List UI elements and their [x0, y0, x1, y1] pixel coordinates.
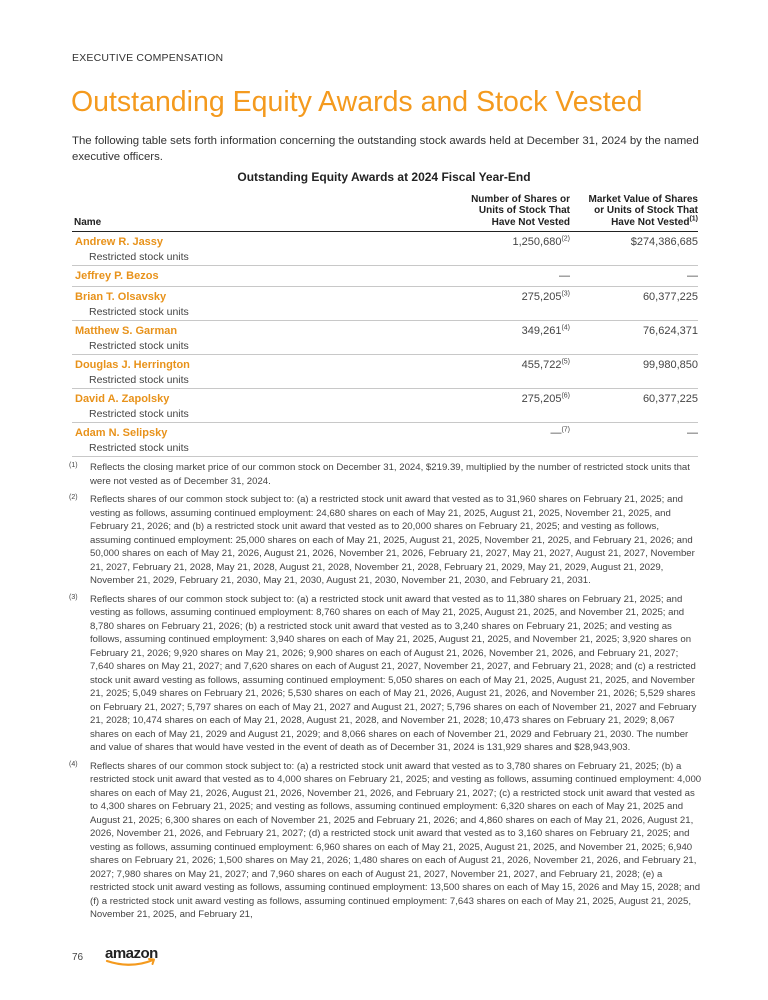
award-type: Restricted stock units — [89, 340, 189, 352]
unvested-shares: 1,250,680$^{(2)}$ — [512, 235, 570, 248]
unvested-shares: 349,261$^{(4)}$ — [521, 324, 570, 337]
unvested-shares: 275,205$^{(3)}$ — [521, 290, 570, 303]
table-row — [72, 355, 698, 389]
footnote-mark: (4) — [69, 760, 78, 768]
footnote-text: Reflects shares of our common stock subject to: (a) a restricted stock unit award that vested as to 11,380 shares on February 21, 2025; and vesting as follows, assuming continued employment: 8,760 shares on each of May 21, 2025, August 21, 2025, and November 21, 2025; and 8,780 shares on February 21, 2026; (b) a restricted stock unit award that vested as to 3,240 shares on February 21, 2025; and vesting as follows, assuming continued employment: 3,940 shares on each of May 21, 2025, August 21, 2025, and November 21, 2025; 3,920 shares on February 21, 2026; 9,920 shares on May 21, 2026; 9,900 shares on each of August 21, 2026, November 21, 2026, and February 21, 2027; 7,640 shares on May 21, 2027; and 7,620 shares on each of August 21, 2027, November 21, 2027, and February 21, 2028; and (c) a restricted stock unit award vesting as follows, assuming continued employment: 5,050 shares on each of May 21, 2025, August 21, 2025, and November 21, 2025; 5,049 shares on February 21, 2026; 5,530 shares on each of May 21, 2026, August 21, 2026, and November 21, 2026; 5,529 shares on February 21, 2027; 5,797 shares on each of May 21, 2027 and August 21, 2027; 5,796 shares on each of November 21, 2027 and February 21, 2028; 10,474 shares on each of May 21, 2028, August 21, 2028, and November 21, 2028; 10,473 shares on February 21, 2029; 8,067 shares on each of May 21, 2029 and August 21, 2029; and 8,066 shares on each of November 21, 2029 and February 21, 2030. The number and value of shares that would have vested in the event of death as of December 31, 2024 is 131,929 shares and $28,943,903. — [90, 593, 697, 753]
officer-name: Andrew R. Jassy — [75, 236, 164, 248]
table-row — [72, 321, 698, 355]
footnote-text: Reflects the closing market price of our common stock on December 31, 2024, $219.39, multiplied by the number of restricted stock units that were not vested as of December 31, 2024. — [90, 462, 690, 487]
footnote-mark: (3) — [69, 593, 78, 601]
unvested-shares: —$^{(7)}$ — [550, 426, 570, 439]
market-value: 76,624,371 — [642, 325, 698, 337]
page-number: 76 — [72, 952, 84, 963]
unvested-shares: 275,205$^{(6)}$ — [521, 392, 570, 405]
footnote-text: Reflects shares of our common stock subject to: (a) a restricted stock unit award that vested as to 3,780 shares on February 21, 2025; (b) a restricted stock unit award that vested as to 4,000 shares on February 21, 2025; and vesting as follows, assuming continued employment: 4,000 shares on each of May 21, 2026, August 21, 2026, November 21, 2026, and February 21, 2027; (c) a restricted stock unit award that vested as to 4,300 shares on February 21, 2025; and vesting as follows, assuming continued employment: 6,320 shares on each of May 21, 2025 and August 21, 2025; 6,300 shares on each of November 21, 2025 and February 21, 2026; and 4,860 shares on each of May 21, 2026, August 21, 2026, November 21, 2026, and February 21, 2027; (d) a restricted stock unit award that vested as to 3,160 shares on February 21, 2025; and vesting as follows, assuming continued employment: 6,960 shares on each of May 21, 2025, August 21, 2025, and November 21, 2025; 6,940 shares on February 21, 2026; 1,500 shares on May 21, 2026; 1,480 shares on each of August 21, 2026, November 21, 2026, and February 21, 2027; 7,980 shares on May 21, 2027; and 7,960 shares on each of August 21, 2027, November 21, 2027, and February 21, 2028; (e) a restricted stock unit award vesting as follows, assuming continued employment: 13,500 shares on each of May 15, 2026 and May 15, 2028; and (f) a restricted stock unit award vesting as follows, assuming continued employment: 7,643 shares on each of May 21, 2025, August 21, 2025, November 21, 2025, and February 21, — [90, 760, 702, 920]
table-title: Outstanding Equity Awards at 2024 Fiscal Year-End — [237, 170, 531, 184]
officer-name: Douglas J. Herrington — [75, 359, 190, 371]
unvested-shares: 455,722$^{(5)}$ — [521, 358, 570, 371]
column-header-shares: Number of Shares or Units of Stock That Have Not Vested — [471, 193, 570, 228]
table-row — [72, 287, 698, 321]
footnote-text: Reflects shares of our common stock subject to: (a) a restricted stock unit award that vested as to 31,960 shares on February 21, 2025; and vesting as follows, assuming continued employment: 24,680 shares on each of May 21, 2025, August 21, 2025, November 21, 2025, and February 21, 2026; and (b) a restricted stock unit award that vested as to 20,000 shares on February 21, 2025; and vesting as follows, assuming continued employment: 25,000 shares on each of May 21, 2025, August 21, 2025, November 21, 2025, and February 21, 2026; and 50,000 shares on each of May 21, 2026, August 21, 2026, November 21, 2026, February 21, 2027, May 21, 2027, August 21, 2027, November 21, 2027, February 21, 2028, May 21, 2028, August 21, 2028, November 21, 2028, February 21, 2029, May 21, 2029, August 21, 2029, November 21, 2029, February 21, 2030, May 21, 2030, August 21, 2030, November 21, 2030, and February 21, 2031. — [90, 494, 695, 586]
table-row — [72, 266, 698, 287]
market-value: — — [687, 270, 698, 282]
officer-name: Brian T. Olsavsky — [75, 291, 167, 303]
award-type: Restricted stock units — [89, 442, 189, 454]
footnote-ref: (4) — [561, 324, 570, 332]
officer-name: Matthew S. Garman — [75, 325, 178, 337]
footnote-mark: (2) — [69, 494, 78, 501]
award-type: Restricted stock units — [89, 306, 189, 318]
footnote-ref: (7) — [561, 426, 570, 434]
market-value: — — [687, 427, 698, 439]
market-value: 60,377,225 — [642, 393, 698, 405]
amazon-logo — [104, 946, 166, 968]
footnote-ref: (3) — [561, 290, 570, 298]
column-header-market-value: Market Value of Shares or Units of Stock That Have Not Vested$^{(1)}$ — [588, 193, 698, 228]
page-title: Outstanding Equity Awards and Stock Vested — [71, 86, 643, 118]
table-body — [72, 232, 698, 457]
footnote — [69, 760, 702, 922]
footnote-ref: (6) — [561, 392, 570, 400]
table-row — [72, 423, 698, 457]
footnote-mark: (1) — [69, 462, 78, 469]
intro-paragraph: The following table sets forth information concerning the outstanding stock awards held at December 31, 2024 by the named executive officers. — [72, 135, 699, 163]
footnote — [69, 593, 702, 755]
equity-awards-table — [72, 192, 698, 457]
column-header-name: Name — [74, 216, 102, 228]
officer-name: Jeffrey P. Bezos — [75, 270, 159, 282]
table-header — [72, 192, 698, 232]
section-label: EXECUTIVE COMPENSATION — [72, 52, 224, 64]
footnote-ref: (2) — [561, 235, 570, 243]
market-value: 60,377,225 — [642, 291, 698, 303]
unvested-shares: — — [559, 270, 570, 282]
footnote — [69, 461, 702, 488]
svg-text:amazon: amazon — [105, 946, 158, 962]
table-row — [72, 389, 698, 423]
footnote-ref: (5) — [561, 358, 570, 366]
table-row — [72, 232, 698, 266]
award-type: Restricted stock units — [89, 251, 189, 263]
footnote — [69, 493, 702, 588]
footnotes — [69, 461, 702, 927]
award-type: Restricted stock units — [89, 374, 189, 386]
award-type: Restricted stock units — [89, 408, 189, 420]
market-value: 99,980,850 — [642, 359, 698, 371]
officer-name: Adam N. Selipsky — [75, 427, 168, 439]
footnote-ref: (1) — [689, 215, 698, 223]
officer-name: David A. Zapolsky — [75, 393, 170, 405]
market-value: $274,386,685 — [630, 236, 698, 248]
